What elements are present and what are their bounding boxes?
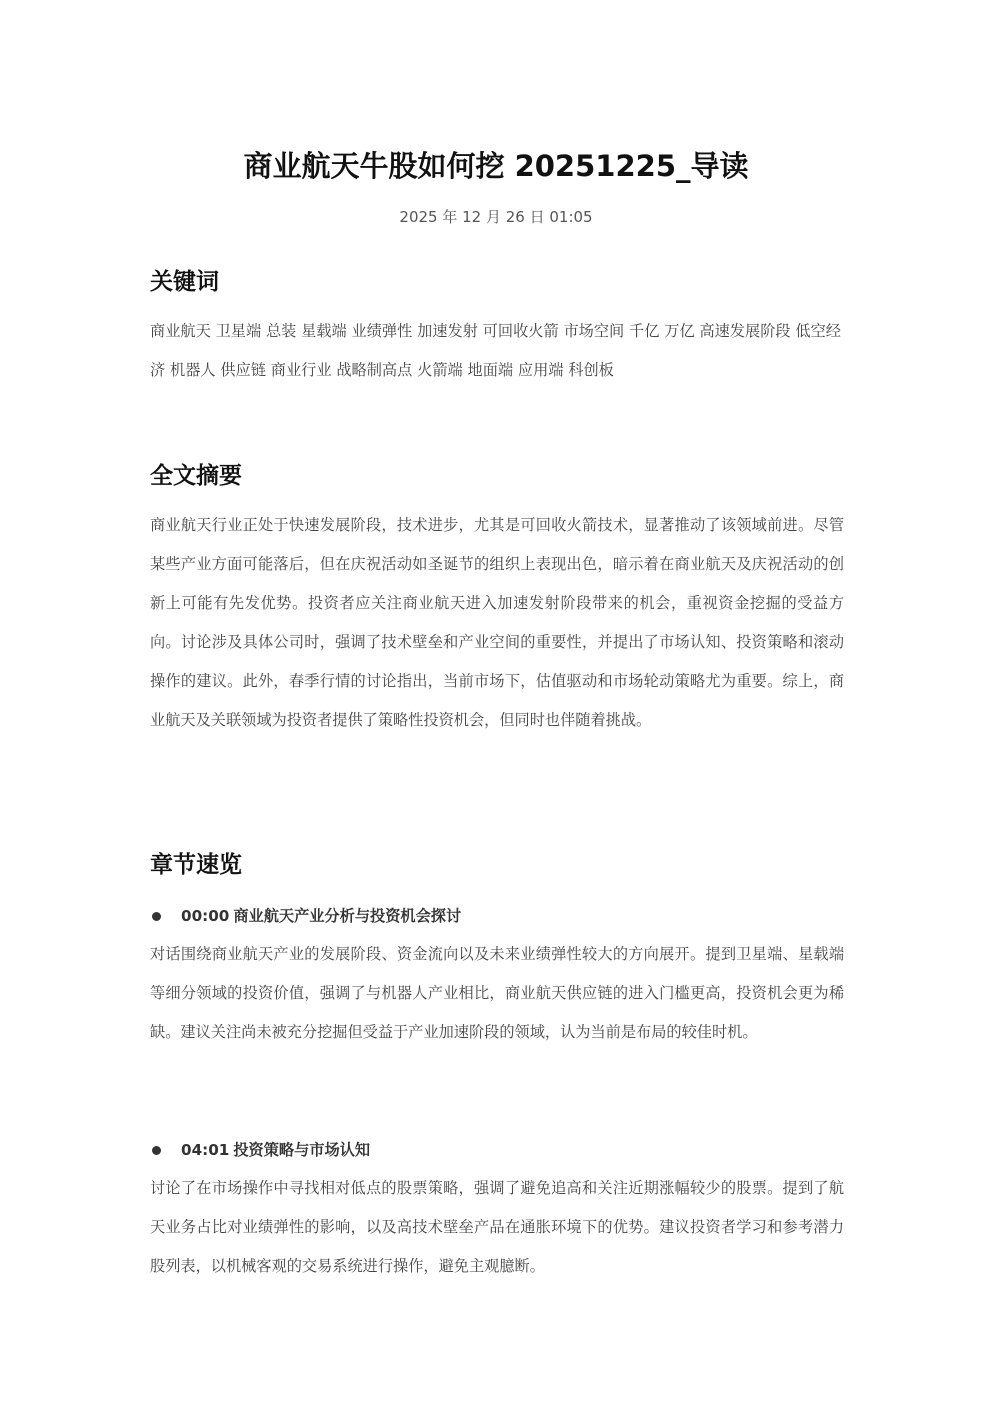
page-title: 商业航天牛股如何挖 20251225_导读 [243, 149, 749, 183]
summary-heading: 全文摘要 [150, 463, 242, 489]
bullet-icon [152, 1146, 161, 1155]
chapters-heading: 章节速览 [150, 852, 242, 878]
chapter-text: 讨论了在市场操作中寻找相对低点的股票策略，强调了避免追高和关注近期涨幅较少的股票。提到了航天业务占比对业绩弹性的影响，以及高技术壁垒产品在通胀环境下的优势。建议投资者学习和参考潜力股列表，以机械客观的交易系统进行操作，避免主观臆断。 [150, 1179, 844, 1275]
keywords-text: 商业航天 卫星端 总装 星载端 业绩弹性 加速发射 可回收火箭 市场空间 千亿 万亿 高速发展阶段 低空经济 机器人 供应链 商业行业 战略制高点 火箭端 地面端 应用端 科创板 [150, 322, 841, 379]
chapter-title: 投资策略与市场认知 [233, 1141, 371, 1159]
chapter-item-heading [150, 1137, 370, 1163]
chapter-item-heading [150, 903, 461, 929]
chapter-timestamp: 04:01 [181, 1141, 230, 1159]
document-date: 2025 年 12 月 26 日 01:05 [399, 208, 593, 226]
summary-text: 商业航天行业正处于快速发展阶段，技术进步，尤其是可回收火箭技术，显著推动了该领域前进。尽管某些产业方面可能落后，但在庆祝活动如圣诞节的组织上表现出色，暗示着在商业航天及庆祝活动的创新上可能有先发优势。投资者应关注商业航天进入加速发射阶段带来的机会，重视资金挖掘的受益方向。讨论涉及具体公司时，强调了技术壁垒和产业空间的重要性，并提出了市场认知、投资策略和滚动操作的建议。此外，春季行情的讨论指出，当前市场下，估值驱动和市场轮动策略尤为重要。综上，商业航天及关联领域为投资者提供了策略性投资机会，但同时也伴随着挑战。 [150, 516, 844, 729]
chapter-title: 商业航天产业分析与投资机会探讨 [233, 907, 462, 925]
chapter-timestamp: 00:00 [181, 907, 230, 925]
bullet-icon [152, 912, 161, 921]
chapter-text: 对话围绕商业航天产业的发展阶段、资金流向以及未来业绩弹性较大的方向展开。提到卫星端、星载端等细分领域的投资价值，强调了与机器人产业相比，商业航天供应链的进入门槛更高，投资机会更为稀缺。建议关注尚未被充分挖掘但受益于产业加速阶段的领域，认为当前是布局的较佳时机。 [150, 945, 844, 1041]
keywords-heading: 关键词 [150, 269, 219, 295]
